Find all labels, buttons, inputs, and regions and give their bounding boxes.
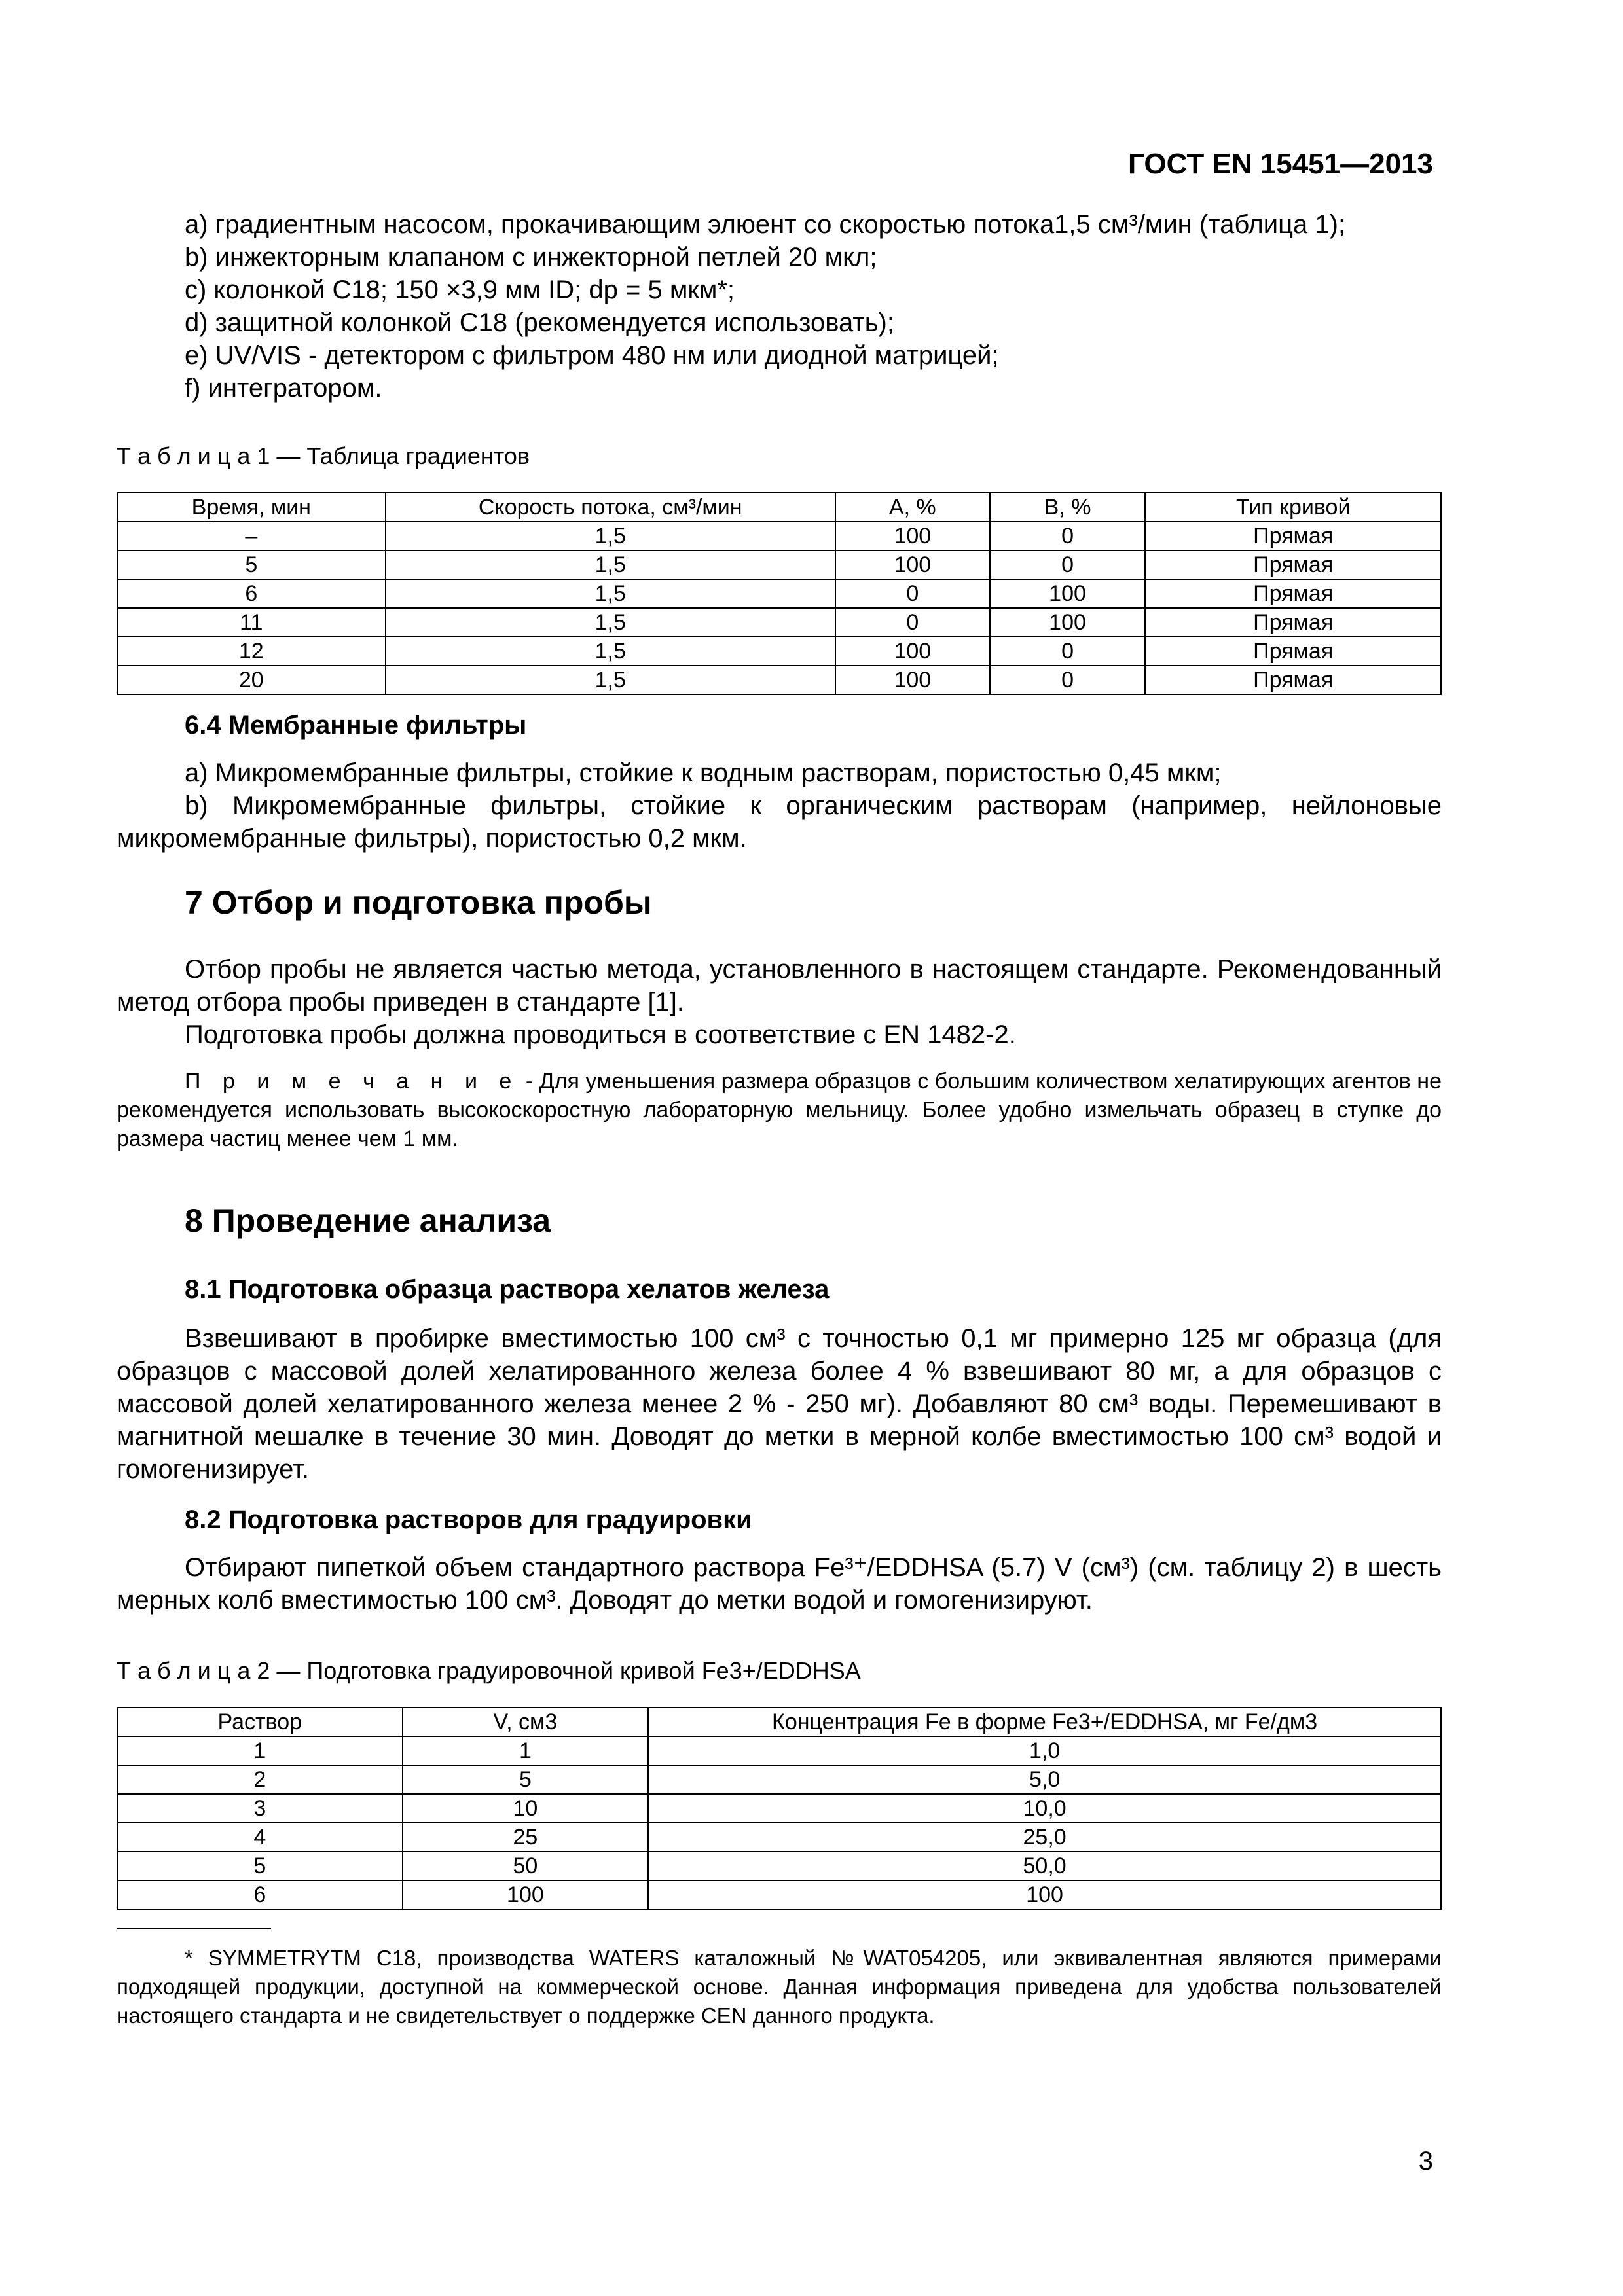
table-header-cell: A, % bbox=[835, 493, 990, 522]
table-cell: 3 bbox=[117, 1794, 403, 1823]
standard-code-header: ГОСТ EN 15451—2013 bbox=[1128, 148, 1433, 180]
filter-item-a: a) Микромембранные фильтры, стойкие к водным растворам, пористостью 0,45 мкм; bbox=[185, 759, 1222, 787]
note-text: - Для уменьшения размера образцов с большим количеством хелатирующих агентов не рекомендуется использовать высокоскоростную лабораторную мельницу. Более удобно измельчать образец в ступке до размера частиц менее чем 1 мм. bbox=[117, 1069, 1442, 1151]
table-cell: 1,5 bbox=[386, 666, 835, 694]
table-cell: 10 bbox=[403, 1794, 649, 1823]
table1-caption bbox=[117, 442, 530, 470]
table-header-cell: Концентрация Fe в форме Fe3+/EDDHSA, мг Fe/дм3 bbox=[648, 1708, 1441, 1736]
table-cell: Прямая bbox=[1145, 550, 1441, 579]
table-cell: 1,5 bbox=[386, 579, 835, 608]
table-cell: 1,5 bbox=[386, 550, 835, 579]
note-label: П р и м е ч а н и е bbox=[185, 1069, 520, 1094]
section-6-4-body bbox=[117, 757, 1442, 855]
table-cell: 1,5 bbox=[386, 522, 835, 550]
list-item: c) колонкой С18; 150 ×3,9 мм ID; dp = 5 мкм*; bbox=[185, 276, 735, 304]
section-7-title: 7 Отбор и подготовка пробы bbox=[185, 884, 652, 921]
table1-caption-prefix: Т а б л и ц а 1 bbox=[117, 442, 270, 469]
table-header-row bbox=[117, 1708, 1441, 1736]
table-row bbox=[117, 1765, 1441, 1794]
section-7-para1: Отбор пробы не является частью метода, установленного в настоящем стандарте. Рекомендованный метод отбора пробы приведен в стандарте [1]. bbox=[117, 955, 1442, 1016]
section-8-title: 8 Проведение анализа bbox=[185, 1202, 551, 1239]
table-cell: Прямая bbox=[1145, 522, 1441, 550]
table-cell: – bbox=[117, 522, 386, 550]
table-cell: 4 bbox=[117, 1823, 403, 1852]
table-header-cell: Раствор bbox=[117, 1708, 403, 1736]
table-cell: 1 bbox=[403, 1736, 649, 1765]
table-cell: 1,0 bbox=[648, 1736, 1441, 1765]
table-cell: 6 bbox=[117, 579, 386, 608]
table-cell: 0 bbox=[990, 666, 1146, 694]
section-7-note bbox=[117, 1067, 1442, 1153]
table-cell: 5 bbox=[117, 550, 386, 579]
footnote: * SYMMETRYTM C18, производства WATERS каталожный №WAT054205, или эквивалентная являются примерами подходящей продукции, доступной на коммерческой основе. Данная информация приведена для удобства пользователей настоящего стандарта и не свидетельствует о поддержке CEN данного продукта. bbox=[117, 1946, 1442, 2028]
equipment-list bbox=[185, 208, 1429, 404]
list-item: e) UV/VIS - детектором с фильтром 480 нм или диодной матрицей; bbox=[185, 341, 999, 370]
table2-caption-text: — Подготовка градуировочной кривой Fe3+/EDDHSA bbox=[270, 1657, 861, 1684]
table-cell: 25,0 bbox=[648, 1823, 1441, 1852]
table-cell: 0 bbox=[835, 608, 990, 637]
table-cell: 100 bbox=[835, 522, 990, 550]
table-cell: 5 bbox=[117, 1852, 403, 1880]
list-item: d) защитной колонкой С18 (рекомендуется использовать); bbox=[185, 308, 894, 337]
table-cell: 12 bbox=[117, 637, 386, 666]
table-cell: 50 bbox=[403, 1852, 649, 1880]
section-7-body bbox=[117, 953, 1442, 1051]
table-cell: 50,0 bbox=[648, 1852, 1441, 1880]
table-cell: 100 bbox=[835, 637, 990, 666]
table-cell: 100 bbox=[990, 579, 1146, 608]
table-cell: 10,0 bbox=[648, 1794, 1441, 1823]
filter-item-b: b) Микромембранные фильтры, стойкие к органическим растворам (например, нейлоновые микромембранные фильтры), пористостью 0,2 мкм. bbox=[117, 791, 1442, 853]
calibration-table bbox=[117, 1707, 1442, 1910]
table-cell: 5 bbox=[403, 1765, 649, 1794]
table2-caption-prefix: Т а б л и ц а 2 bbox=[117, 1657, 270, 1684]
table-cell: 1,5 bbox=[386, 637, 835, 666]
table-row bbox=[117, 1852, 1441, 1880]
table-cell: 25 bbox=[403, 1823, 649, 1852]
table-header-cell: Тип кривой bbox=[1145, 493, 1441, 522]
table-cell: 100 bbox=[990, 608, 1146, 637]
table-cell: Прямая bbox=[1145, 579, 1441, 608]
table-row bbox=[117, 522, 1441, 550]
table-row bbox=[117, 1794, 1441, 1823]
table1-caption-text: — Таблица градиентов bbox=[270, 442, 530, 469]
table-header-row bbox=[117, 493, 1441, 522]
table-row bbox=[117, 608, 1441, 637]
table-header-cell: Время, мин bbox=[117, 493, 386, 522]
table-row bbox=[117, 1736, 1441, 1765]
table-row bbox=[117, 637, 1441, 666]
section-7-para2: Подготовка пробы должна проводиться в соответствие с EN 1482-2. bbox=[185, 1020, 1016, 1049]
table-cell: 6 bbox=[117, 1880, 403, 1909]
table-cell: 100 bbox=[835, 666, 990, 694]
gradient-table bbox=[117, 492, 1442, 695]
table-cell: 100 bbox=[403, 1880, 649, 1909]
table-row bbox=[117, 1880, 1441, 1909]
table-header-cell: B, % bbox=[990, 493, 1146, 522]
table-header-cell: V, см3 bbox=[403, 1708, 649, 1736]
table-cell: Прямая bbox=[1145, 666, 1441, 694]
table-cell: 0 bbox=[990, 522, 1146, 550]
list-item: a) градиентным насосом, прокачивающим элюент со скоростью потока1,5 см³/мин (таблица 1); bbox=[185, 210, 1346, 239]
table2-caption bbox=[117, 1657, 861, 1685]
section-8-2-text: Отбирают пипеткой объем стандартного раствора Fe³⁺/EDDHSA (5.7) V (см³) (см. таблицу 2) в шесть мерных колб вместимостью 100 см³. Доводят до метки водой и гомогенизируют. bbox=[117, 1553, 1442, 1615]
table-cell: 11 bbox=[117, 608, 386, 637]
footnote-separator bbox=[117, 1928, 271, 1929]
section-8-1-title: 8.1 Подготовка образца раствора хелатов железа bbox=[185, 1275, 830, 1304]
table-row bbox=[117, 1823, 1441, 1852]
table-row bbox=[117, 579, 1441, 608]
list-item: f) интегратором. bbox=[185, 374, 382, 403]
table-cell: 20 bbox=[117, 666, 386, 694]
section-8-2-title: 8.2 Подготовка растворов для градуировки bbox=[185, 1505, 752, 1534]
table-cell: 1,5 bbox=[386, 608, 835, 637]
table-row bbox=[117, 550, 1441, 579]
table-cell: 100 bbox=[835, 550, 990, 579]
table-cell: 0 bbox=[990, 637, 1146, 666]
table-cell: 5,0 bbox=[648, 1765, 1441, 1794]
table-cell: 2 bbox=[117, 1765, 403, 1794]
section-8-2-body bbox=[117, 1551, 1442, 1617]
section-8-1-text: Взвешивают в пробирке вместимостью 100 см³ с точностью 0,1 мг примерно 125 мг образца (для образцов с массовой долей хелатированного железа более 4 % взвешивают 80 мг, а для образцов с массовой долей хелатированного железа менее 2 % - 250 мг). Добавляют 80 см³ воды. Перемешивают в магнитной мешалке в течение 30 мин. Доводят до метки в мерной колбе вместимостью 100 см³ водой и гомогенизирует. bbox=[117, 1324, 1442, 1484]
table-cell: 0 bbox=[990, 550, 1146, 579]
section-8-1-body bbox=[117, 1322, 1442, 1486]
table-cell: 1 bbox=[117, 1736, 403, 1765]
table-row bbox=[117, 666, 1441, 694]
table-header-cell: Скорость потока, см³/мин bbox=[386, 493, 835, 522]
section-6-4-title: 6.4 Мембранные фильтры bbox=[185, 711, 527, 740]
table-cell: 100 bbox=[648, 1880, 1441, 1909]
table-cell: Прямая bbox=[1145, 608, 1441, 637]
list-item: b) инжекторным клапаном с инжекторной петлей 20 мкл; bbox=[185, 243, 877, 272]
page-number: 3 bbox=[1418, 2147, 1433, 2176]
table-cell: 0 bbox=[835, 579, 990, 608]
table-cell: Прямая bbox=[1145, 637, 1441, 666]
